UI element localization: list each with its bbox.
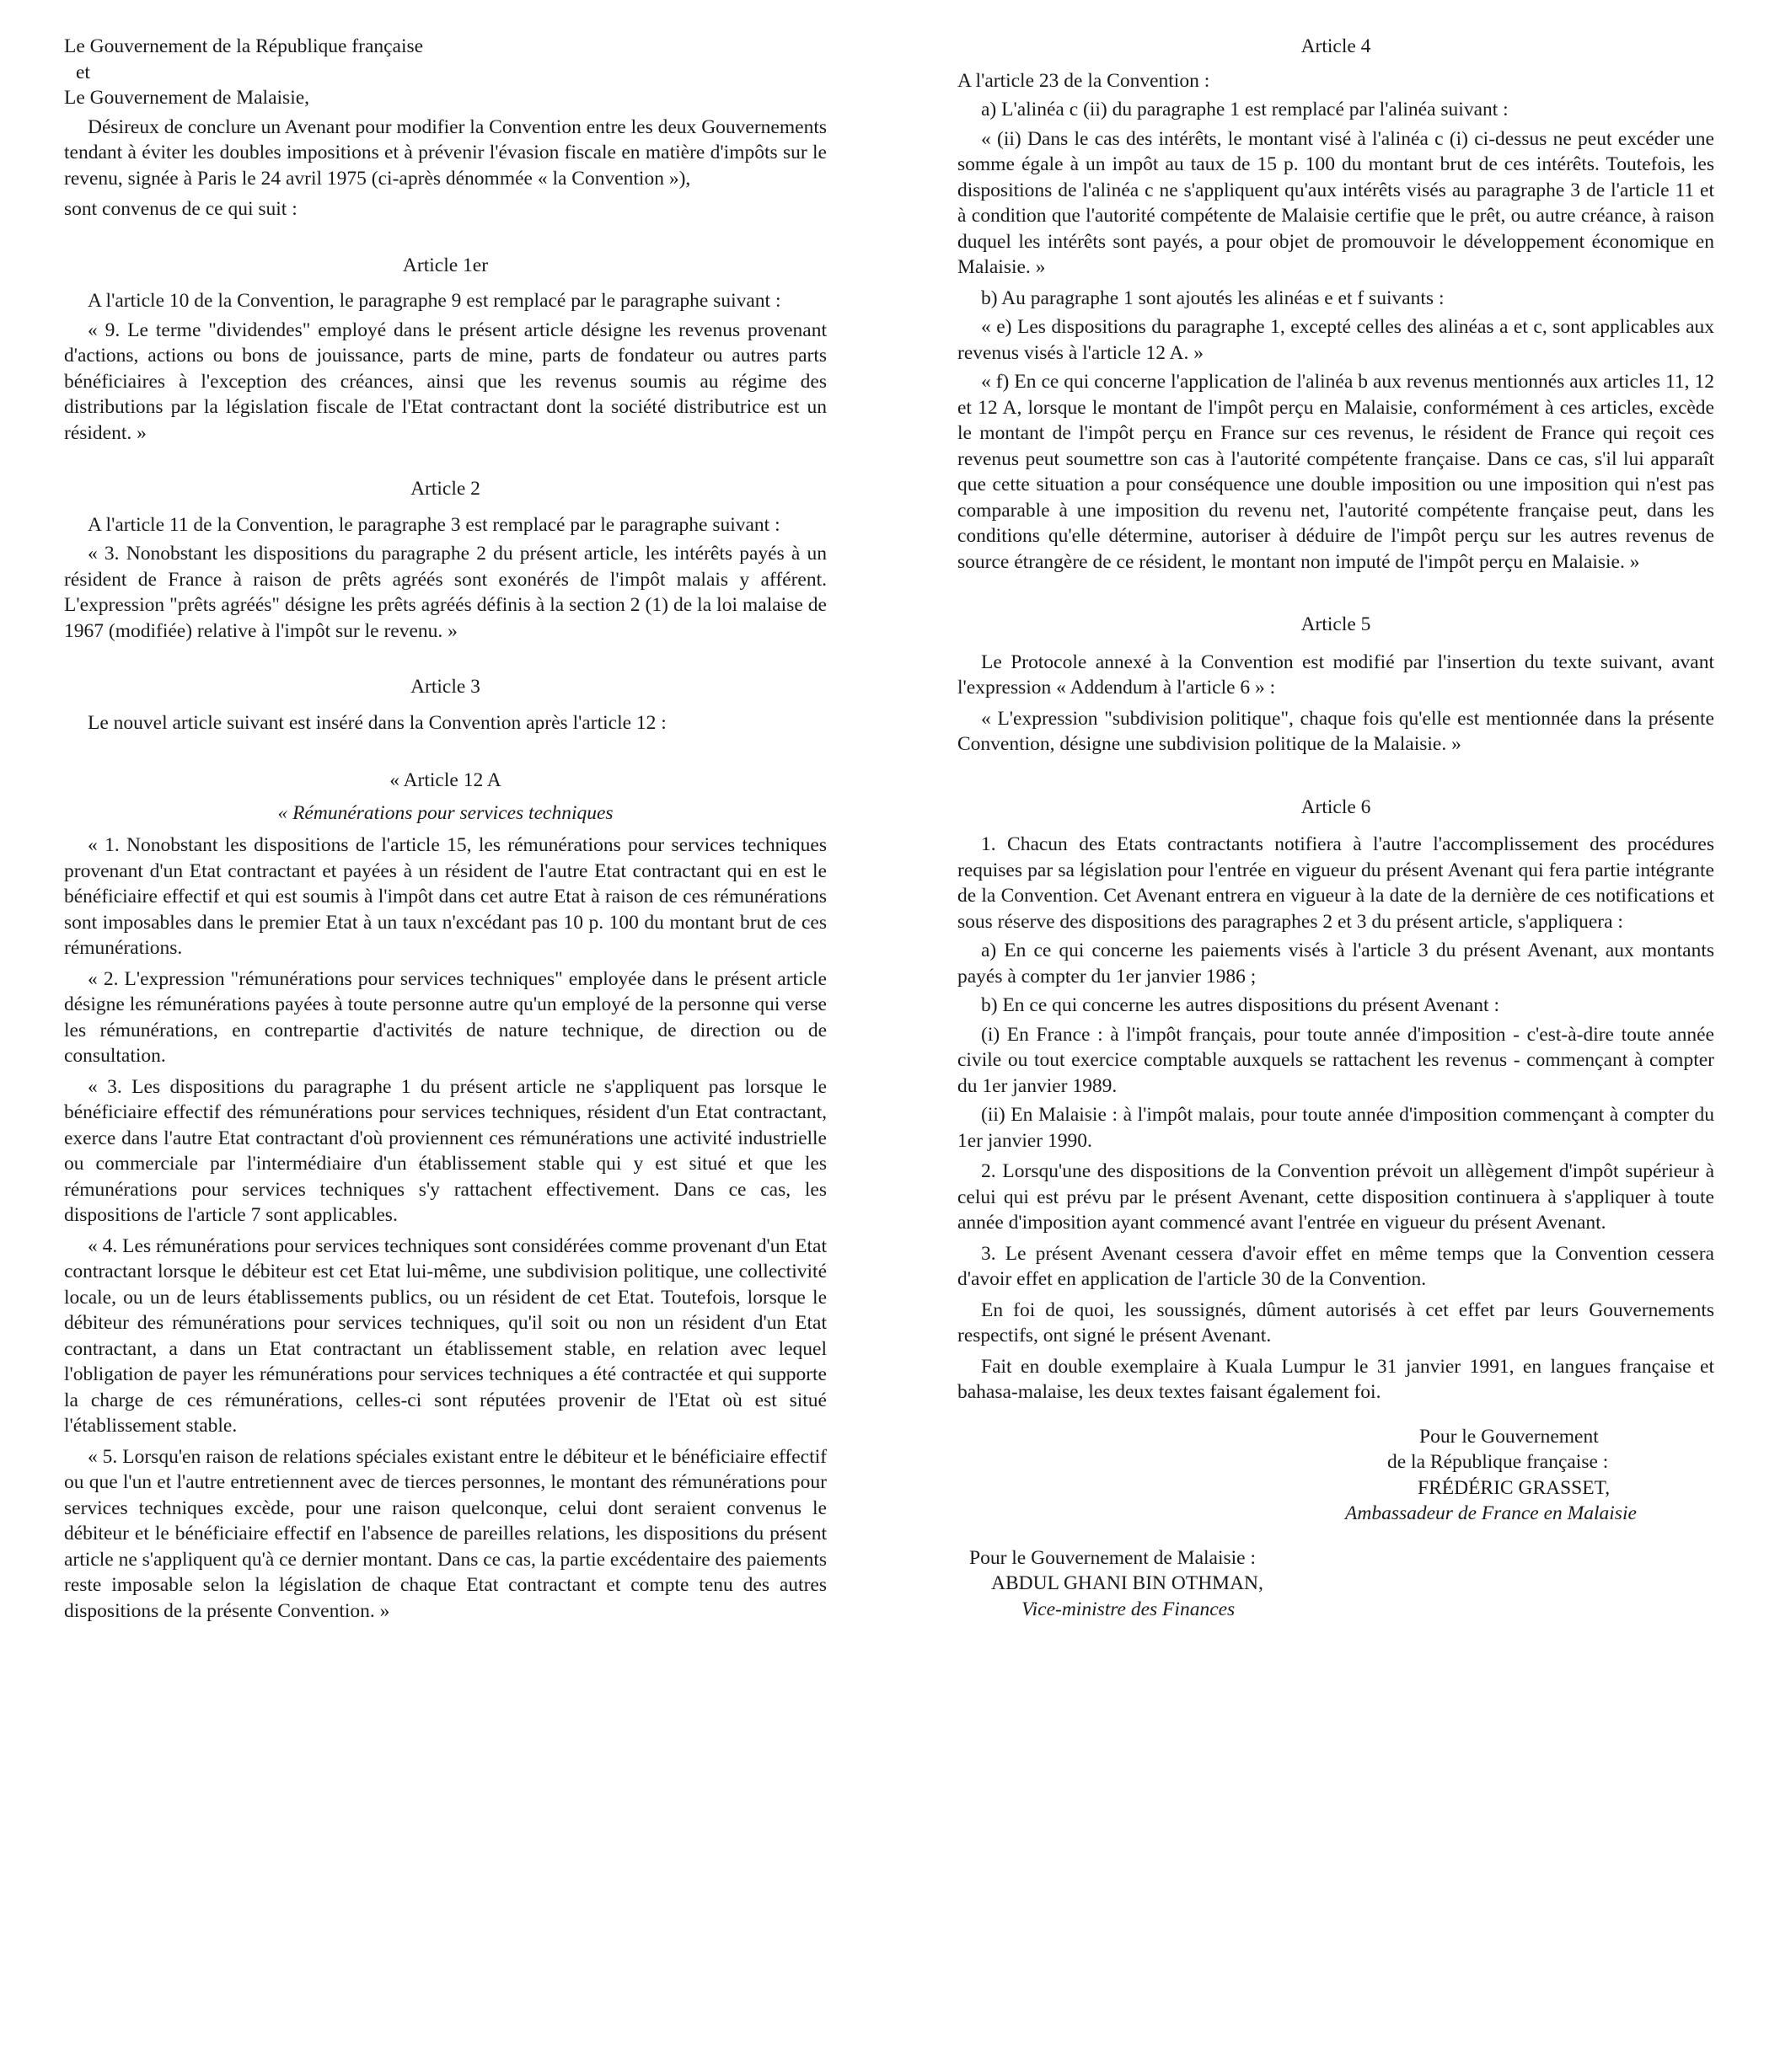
article-2-intro: A l'article 11 de la Convention, le paragraphe 3 est remplacé par le paragraphe suivant : bbox=[88, 513, 780, 536]
signature-malaysia-role: Vice-ministre des Finances bbox=[1021, 1598, 1236, 1620]
article-6-a: a) En ce qui concerne les paiements visés à l'article 3 du présent Avenant, aux montants payés à compter du 1er janvier 1986 ; bbox=[957, 940, 1714, 988]
article-5-title: Article 5 bbox=[1300, 613, 1371, 635]
article-6-paragraph-2: 2. Lorsqu'une des dispositions de la Convention prévoit un allègement d'impôt supérieur à celui qui est prévu par le présent Avenant, cette disposition continuera à s'appliquer à toute année d'imposition ayant commencé avant l'entrée en vigueur du présent Avenant. bbox=[957, 1160, 1714, 1234]
article-4-b: b) Au paragraphe 1 sont ajoutés les alinéas e et f suivants : bbox=[981, 286, 1445, 309]
article-6-done: Fait en double exemplaire à Kuala Lumpur le 31 janvier 1991, en langues française et bahasa-malaise, les deux textes faisant également foi. bbox=[957, 1355, 1714, 1403]
party-france: Le Gouvernement de la République française bbox=[64, 35, 424, 57]
signature-france-name: FRÉDÉRIC GRASSET, bbox=[1418, 1476, 1611, 1499]
article-12a-paragraph-5: « 5. Lorsqu'en raison de relations spéciales existant entre le débiteur et le bénéficiaire effectif ou que l'un et l'autre entretiennent avec de tierces personnes, le montant des rémunérations pour services techniques excède, pour une raison quelconque, celui dont seraient convenus le débiteur et le bénéficiaire effectif en l'absence de pareilles relations, les dispositions du présent article ne s'appliquent qu'à ce dernier montant. Dans ce cas, la partie excédentaire des paiements reste imposable selon la législation de chaque Etat contractant et compte tenu des autres dispositions de la présente Convention. » bbox=[64, 1445, 827, 1622]
article-4-a: a) L'alinéa c (ii) du paragraphe 1 est remplacé par l'alinéa suivant : bbox=[981, 99, 1509, 120]
article-1-title: Article 1er bbox=[402, 254, 489, 276]
signature-france-role: Ambassadeur de France en Malaisie bbox=[1345, 1502, 1637, 1524]
article-6-b-ii: (ii) En Malaisie : à l'impôt malais, pour toute année d'imposition commençant à compter du 1er janvier 1990. bbox=[957, 1104, 1714, 1152]
article-6-paragraph-1: 1. Chacun des Etats contractants notifiera à l'autre l'accomplissement des procédures requises par sa législation pour l'entrée en vigueur du présent Avenant qui fera partie intégrante de la Convention. Cet Avenant entrera en vigueur à la date de la dernière de ces notifications et sous réserve des dispositions des paragraphes 2 et 3 du présent article, s'appliquera : bbox=[957, 833, 1714, 933]
signature-france-line-2: de la République française : bbox=[1387, 1451, 1609, 1473]
preamble-agreed: sont convenus de ce qui suit : bbox=[64, 198, 298, 220]
article-4-f: « f) En ce qui concerne l'application de l'alinéa b aux revenus mentionnés aux articles 11, 12 et 12 A, lorsque le montant de l'impôt perçu en Malaisie, conformément à ces articles, excède le montant de l'impôt perçu en France sur ces revenus, le résident de France qui reçoit ces revenus peut soumettre son cas à l'autorité compétente française. Dans ce cas, s'il lui apparaît que cette situation a pour conséquence une double imposition ou une imposition qui n'est pas comparable à une imposition du revenu net, l'autorité compétente française peut, dans les conditions qu'elle détermine, autoriser à déduire de l'impôt perçu sur les autres revenus de source étrangère de ce résident, le montant non imputé de l'impôt perçu en Malaisie. » bbox=[957, 371, 1714, 573]
signature-malaysia-name: ABDUL GHANI BIN OTHMAN, bbox=[991, 1572, 1263, 1594]
article-3-title: Article 3 bbox=[410, 676, 480, 698]
left-column bbox=[64, 34, 827, 1624]
article-12a-heading: « Rémunérations pour services techniques bbox=[277, 801, 614, 824]
article-4-title: Article 4 bbox=[1300, 35, 1371, 57]
article-2-title: Article 2 bbox=[410, 478, 480, 500]
article-5-intro: Le Protocole annexé à la Convention est modifié par l'insertion du texte suivant, avant l'expression « Addendum à l'article 6 » : bbox=[957, 651, 1714, 699]
right-column bbox=[957, 34, 1714, 1622]
article-12a-title: « Article 12 A bbox=[389, 769, 501, 791]
article-5-text: « L'expression "subdivision politique", chaque fois qu'elle est mentionnée dans la présente Convention, désigne une subdivision politique de la Malaisie. » bbox=[957, 707, 1714, 755]
article-12a-paragraph-2: « 2. L'expression "rémunérations pour services techniques" employée dans le présent article désigne les rémunérations payées à toute personne autre qu'un employé de la personne qui verse les rémunérations, en contrepartie d'activités de nature technique, de direction ou de consultation. bbox=[64, 967, 827, 1067]
signature-malaysia bbox=[957, 1545, 1714, 1623]
article-4-e: « e) Les dispositions du paragraphe 1, excepté celles des alinéas a et c, sont applicables aux revenus visés à l'article 12 A. » bbox=[957, 316, 1714, 364]
article-6-faith: En foi de quoi, les soussignés, dûment autorisés à cet effet par leurs Gouvernements respectifs, ont signé le présent Avenant. bbox=[957, 1298, 1714, 1347]
conjunction: et bbox=[76, 61, 90, 83]
article-4-intro: A l'article 23 de la Convention : bbox=[957, 69, 1210, 92]
article-4-a-text: « (ii) Dans le cas des intérêts, le montant visé à l'alinéa c (i) ci-dessus ne peut excéder une somme égale à un impôt au taux de 15 p. 100 du montant brut de ces intérêts. Toutefois, les dispositions de l'alinéa c ne s'appliquent qu'aux intérêts visés au paragraphe 3 de l'article 11 et à condition que l'autorité compétente de Malaisie certifie que le prêt, ou autre créance, à raison duquel les intérêts sont payés, a pour objet de promouvoir le développement économique en Malaisie. » bbox=[957, 127, 1714, 278]
article-1-text: « 9. Le terme "dividendes" employé dans le présent article désigne les revenus provenant d'actions, actions ou bons de jouissance, parts de mine, parts de fondateur ou autres parts bénéficiaires à l'exception des créances, ainsi que les revenus soumis au régime des distributions par la législation fiscale de l'Etat contractant dont la société distributrice est un résident. » bbox=[64, 319, 827, 444]
party-malaysia: Le Gouvernement de Malaisie, bbox=[64, 87, 310, 109]
article-2-text: « 3. Nonobstant les dispositions du paragraphe 2 du présent article, les intérêts payés à un résident de France à raison de prêts agréés sont exonérés de l'impôt malais y afférent. L'expression "prêts agréés" désigne les prêts agréés définis à la section 2 (1) de la loi malaise de 1967 (modifiée) relative à l'impôt sur le revenu. » bbox=[64, 543, 827, 642]
article-6-paragraph-3: 3. Le présent Avenant cessera d'avoir effet en même temps que la Convention cessera d'avoir effet en application de l'article 30 de la Convention. bbox=[957, 1242, 1714, 1290]
signature-malaysia-line-1: Pour le Gouvernement de Malaisie : bbox=[969, 1546, 1257, 1569]
article-6-title: Article 6 bbox=[1300, 795, 1371, 818]
signature-france-line-1: Pour le Gouvernement bbox=[1419, 1425, 1599, 1448]
article-12a-paragraph-3: « 3. Les dispositions du paragraphe 1 du présent article ne s'appliquent pas lorsque le bénéficiaire effectif des rémunérations pour services techniques, résident d'un Etat contractant, exerce dans l'autre Etat contractant d'où proviennent ces rémunérations une activité industrielle ou commerciale par l'intermédiaire d'un établissement stable qui y est situé et que les rémunérations pour services techniques s'y rattachent effectivement. Dans ce cas, les dispositions de l'article 7 sont applicables. bbox=[64, 1075, 827, 1226]
article-6-b: b) En ce qui concerne les autres dispositions du présent Avenant : bbox=[981, 994, 1499, 1016]
signature-france bbox=[957, 1424, 1714, 1527]
article-12a-paragraph-4: « 4. Les rémunérations pour services techniques sont considérées comme provenant d'un Etat contractant lorsque le débiteur est cet Etat lui-même, une subdivision politique, une collectivité locale, ou un de leurs établissements publics, ou un résident de cet Etat. Toutefois, lorsque le débiteur des rémunérations pour services techniques, qu'il soit ou non un résident d'un Etat contractant, a dans un Etat contractant un établissement stable, en relation avec lequel l'obligation de payer les rémunérations pour services techniques a été contractée et qui supporte la charge de ces rémunérations, celles-ci sont réputées provenir de l'Etat où est situé l'établissement stable. bbox=[64, 1234, 827, 1437]
article-3-intro: Le nouvel article suivant est inséré dans la Convention après l'article 12 : bbox=[88, 711, 667, 734]
article-1-intro: A l'article 10 de la Convention, le paragraphe 9 est remplacé par le paragraphe suivant : bbox=[88, 290, 781, 312]
article-6-b-i: (i) En France : à l'impôt français, pour toute année d'imposition - c'est-à-dire toute année civile ou tout exercice comptable auxquels se rattachent les revenus - commençant à compter du 1er janvier 1989. bbox=[957, 1023, 1714, 1097]
preamble-desire: Désireux de conclure un Avenant pour modifier la Convention entre les deux Gouvernements tendant à éviter les doubles impositions et à prévenir l'évasion fiscale en matière d'impôts sur le revenu, signée à Paris le 24 avril 1975 (ci-après dénommée « la Convention »), bbox=[64, 115, 827, 190]
article-12a-paragraph-1: « 1. Nonobstant les dispositions de l'article 15, les rémunérations pour services techniques provenant d'un Etat contractant et payées à un résident de l'autre Etat contractant qui en est le bénéficiaire effectif et qui est soumis à l'impôt dans cet autre Etat à raison de ces rémunérations sont imposables dans le premier Etat à un taux n'excédant pas 10 p. 100 du montant brut de ces rémunérations. bbox=[64, 834, 827, 959]
